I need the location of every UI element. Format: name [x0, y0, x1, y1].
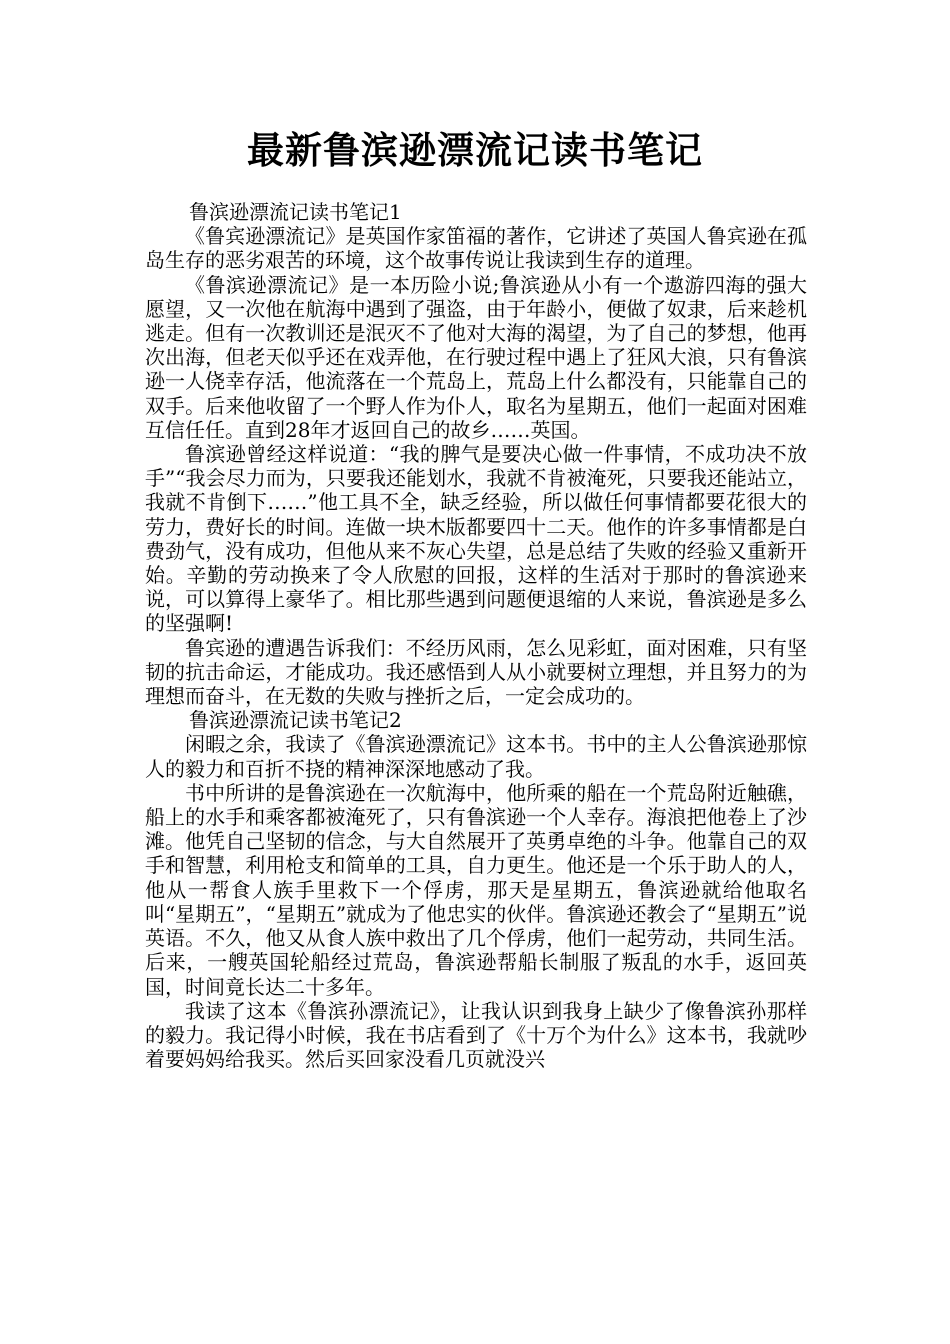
paragraph: 《鲁滨逊漂流记》是一本历险小说;鲁滨逊从小有一个遨游四海的强大愿望，又一次他在航海中遇到了强盗，由于年龄小，便做了奴隶，后来趁机逃走。但有一次教训还是泯灭不了他对大海的渴望，为了自己的梦想，他再次出海，但老天似乎还在戏弄他，在行驶过程中遇上了狂风大浪，只有鲁滨逊一人侥幸存活，他流落在一个荒岛上，荒岛上什么都没有，只能靠自己的双手。后来他收留了一个野人作为仆人，取名为星期五，他们一起面对困难互信任任。直到28年才返回自己的故乡……英国。	[145, 272, 807, 442]
section-heading-1: 鲁滨逊漂流记读书笔记1	[189, 200, 402, 224]
section-heading-2: 鲁滨逊漂流记读书笔记2	[189, 708, 402, 733]
document-body	[145, 200, 807, 1071]
paragraph: 书中所讲的是鲁滨逊在一次航海中，他所乘的船在一个荒岛附近触礁，船上的水手和乘客都被淹死了，只有鲁滨逊一个人幸存。海浪把他卷上了沙滩。他凭自己坚韧的信念，与大自然展开了英勇卓绝的斗争。他靠自己的双手和智慧，利用枪支和简单的工具，自力更生。他还是一个乐于助人的人，他从一帮食人族手里救下一个俘虏，那天是星期五，鲁滨逊就给他取名叫“星期五”，“星期五”就成为了他忠实的伙伴。鲁滨逊还教会了“星期五”说英语。不久，他又从食人族中救出了几个俘虏，他们一起劳动，共同生活。后来，一艘英国轮船经过荒岛，鲁滨逊帮船长制服了叛乱的水手，返回英国，时间竟长达二十多年。	[145, 780, 807, 999]
paragraph: 我读了这本《鲁滨孙漂流记》，让我认识到我身上缺少了像鲁滨孙那样的毅力。我记得小时候，我在书店看到了《十万个为什么》这本书，我就吵着要妈妈给我买。然后买回家没看几页就没兴	[145, 998, 807, 1072]
paragraph: 鲁宾逊的遭遇告诉我们：不经历风雨，怎么见彩虹，面对困难，只有坚韧的抗击命运，才能成功。我还感悟到人从小就要树立理想，并且努力的为理想而奋斗，在无数的失败与挫折之后，一定会成功的。	[145, 635, 807, 709]
paragraph: 闲暇之余，我读了《鲁滨逊漂流记》这本书。书中的主人公鲁滨逊那惊人的毅力和百折不挠的精神深深地感动了我。	[145, 732, 807, 781]
document-title: 最新鲁滨逊漂流记读书笔记	[247, 129, 703, 172]
paragraph: 鲁滨逊曾经这样说道：“我的脾气是要决心做一件事情，不成功决不放手”“我会尽力而为，只要我还能划水，我就不肯被淹死，只要我还能站立，我就不肯倒下……”他工具不全，缺乏经验，所以做任何事情都要花很大的劳力，费好长的时间。连做一块木版都要四十二天。他作的许多事情都是白费劲气，没有成功，但他从来不灰心失望，总是总结了失败的经验又重新开始。辛勤的劳动换来了令人欣慰的回报，这样的生活对于那时的鲁滨逊来说，可以算得上豪华了。相比那些遇到问题便退缩的人来说，鲁滨逊是多么的坚强啊!	[145, 442, 807, 636]
paragraph: 《鲁宾逊漂流记》是英国作家笛福的著作，它讲述了英国人鲁宾逊在孤岛生存的恶劣艰苦的环境，这个故事传说让我读到生存的道理。	[145, 224, 807, 273]
